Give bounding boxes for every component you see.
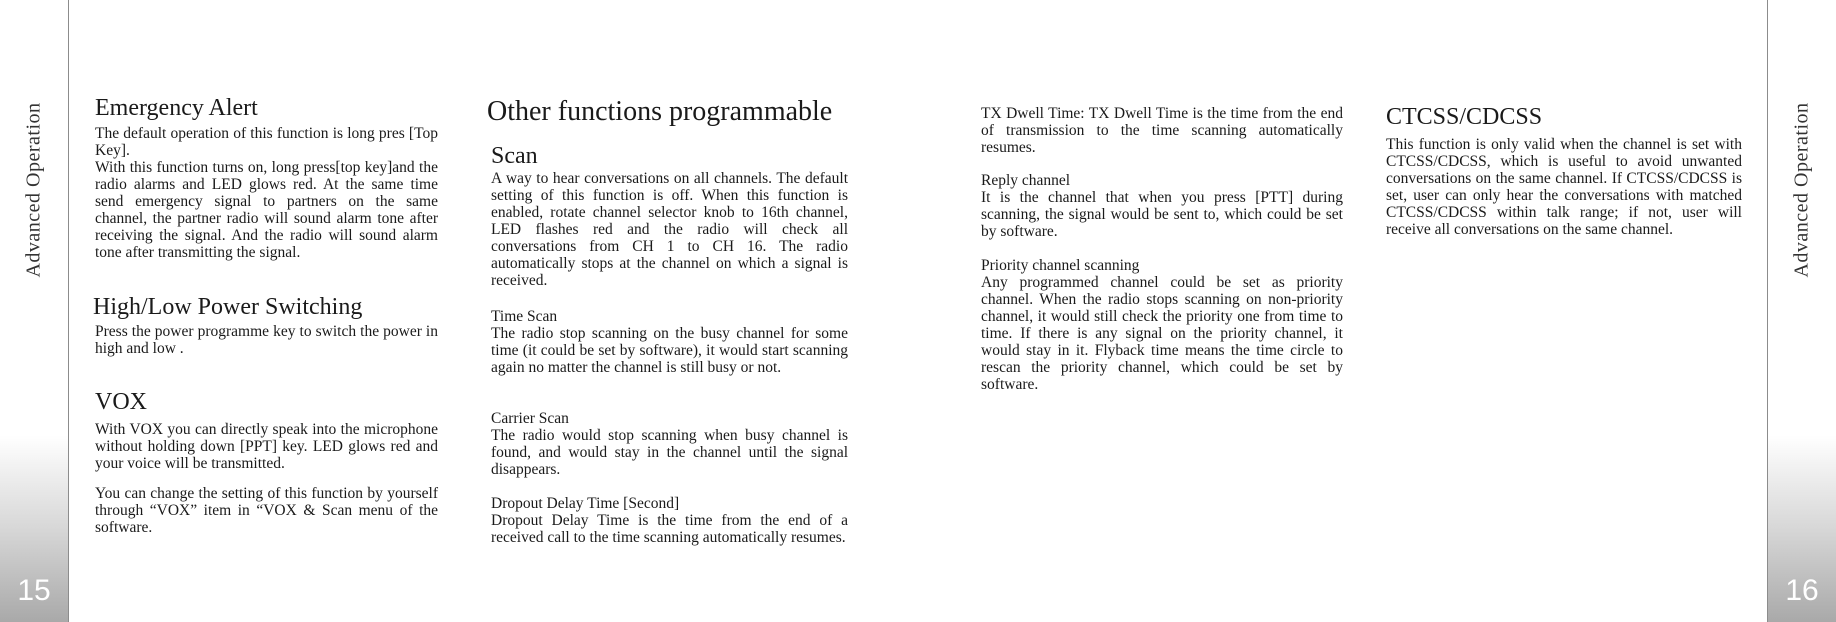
power-switching-text: Press the power programme key to switch the power in high and low .	[95, 323, 438, 357]
other-functions-heading: Other functions programmable	[487, 96, 833, 127]
right-side-label: Advanced Operation	[1790, 102, 1813, 278]
left-page-sidebar	[0, 0, 69, 622]
emergency-alert-body	[95, 125, 438, 261]
scan-heading: Scan	[491, 143, 538, 169]
ctcss-text: This function is only valid when the channel is set with CTCSS/CDCSS, which is useful to avoid unwanted conversations on the same channel. If CTCSS/CDCSS is set, user can only hear the conversations with matched CTCSS/CDCSS within talk range; if not, user will receive all conversations on the same channel.	[1386, 136, 1742, 238]
page-number-right: 16	[1785, 574, 1819, 607]
time-scan-text: The radio stop scanning on the busy channel for some time (it could be set by software), it would start scanning again no matter the channel is still busy or not.	[491, 325, 848, 376]
emergency-alert-heading: Emergency Alert	[95, 95, 258, 121]
right-page-sidebar	[1767, 0, 1836, 622]
page-number-left: 15	[17, 574, 51, 607]
vox-text-1: With VOX you can directly speak into the microphone without holding down [PPT] key. LED glows red and your voice will be transmitted.	[95, 421, 438, 472]
vox-text-2: You can change the setting of this function by yourself through “VOX” item in “VOX & Scan menu of the software.	[95, 485, 438, 536]
priority-scan-text: Any programmed channel could be set as priority channel. When the radio stops scanning on non-priority channel, it would still check the priority one from time to time. If there is any signal on the priority channel, it would stay in it. Flyback time means the time circle to rescan the priority channel, which could be set by software.	[981, 274, 1343, 393]
priority-scan-title: Priority channel scanning	[981, 257, 1140, 274]
emergency-alert-text-1: The default operation of this function is long pres [Top Key].	[95, 125, 438, 159]
reply-channel-title: Reply channel	[981, 172, 1071, 189]
carrier-scan-text: The radio would stop scanning when busy channel is found, and would stay in the channel until the signal disappears.	[491, 427, 848, 478]
dropout-delay-title: Dropout Delay Time [Second]	[491, 495, 680, 512]
power-switching-heading: High/Low Power Switching	[93, 294, 363, 320]
reply-channel-text: It is the channel that when you press [PTT] during scanning, the signal would be sent to, which could be set by software.	[981, 189, 1343, 240]
ctcss-heading: CTCSS/CDCSS	[1386, 104, 1543, 130]
scan-text: A way to hear conversations on all channels. The default setting of this function is off. When this function is enabled, rotate channel selector knob to 16th channel, LED flashes red and the radio will check all conversations from CH 1 to CH 16. The radio automatically stops at the channel on which a signal is received.	[491, 170, 848, 289]
left-side-label: Advanced Operation	[22, 102, 45, 278]
time-scan-title: Time Scan	[491, 308, 558, 325]
carrier-scan-title: Carrier Scan	[491, 410, 569, 427]
dropout-delay-text: Dropout Delay Time is the time from the end of a received call to the time scanning automatically resumes.	[491, 512, 848, 546]
emergency-alert-text-2: With this function turns on, long press[top key]and the radio alarms and LED glows red. At the same time send emergency signal to partners on the same channel, the partner radio will sound alarm tone after receiving the signal. And the radio will sound alarm tone after transmitting the signal.	[95, 159, 438, 261]
tx-dwell-text: TX Dwell Time: TX Dwell Time is the time from the end of transmission to the time scanning automatically resumes.	[981, 105, 1343, 156]
vox-heading: VOX	[95, 389, 147, 415]
